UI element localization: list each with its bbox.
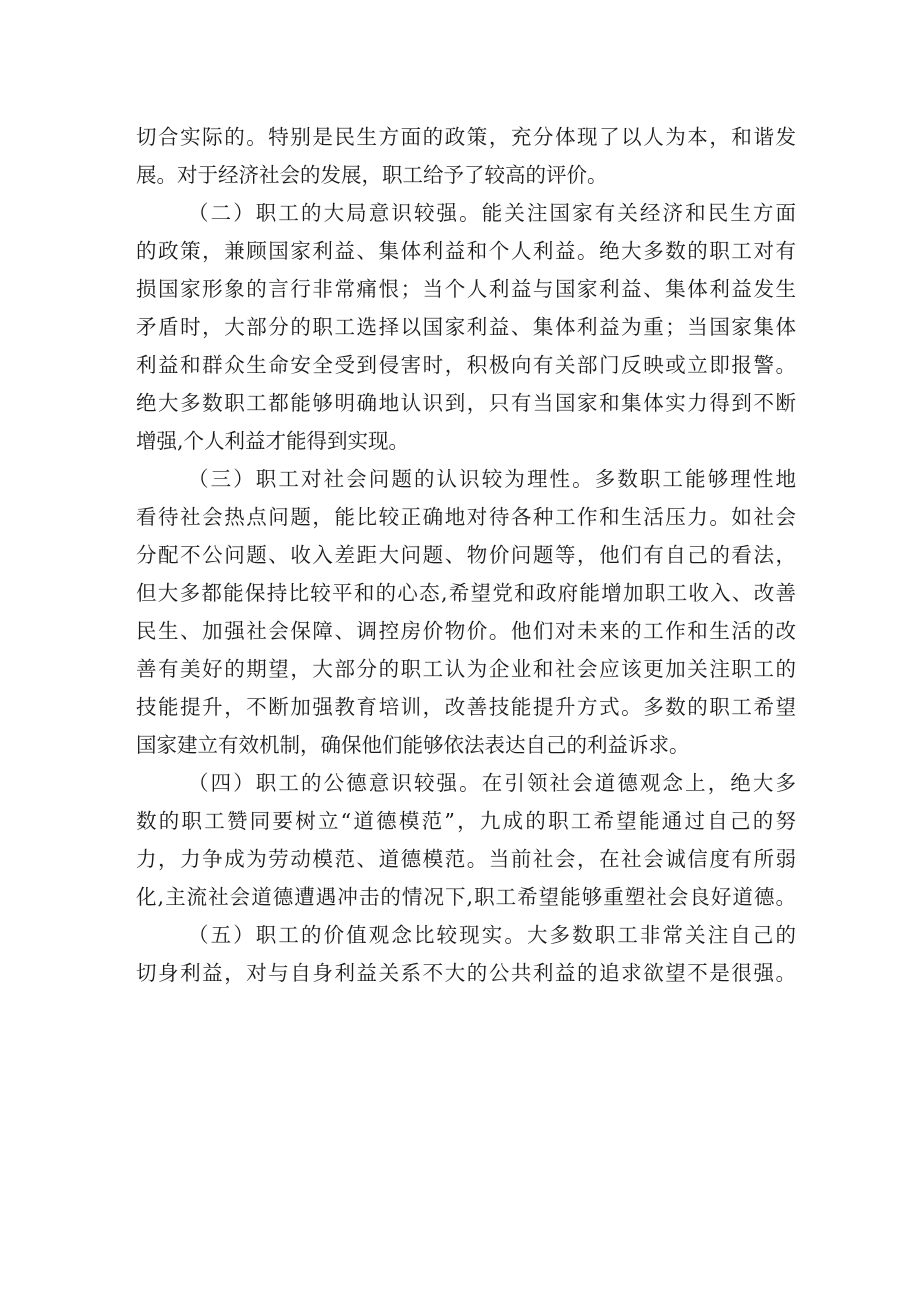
text-line: 数的职工赞同要树立“道德模范”，九成的职工希望能通过自己的努 <box>136 809 796 833</box>
text-line: 展。对于经济社会的发展，职工给予了较高的评价。 <box>136 163 608 187</box>
text-line: 分配不公问题、收入差距大问题、物价问题等，他们有自己的看法， <box>136 543 796 567</box>
text-line: 损国家形象的言行非常痛恨；当个人利益与国家利益、集体利益发生 <box>136 277 796 301</box>
text-line: （二）职工的大局意识较强。能关注国家有关经济和民生方面 <box>188 201 796 225</box>
text-line: 民生、加强社会保障、调控房价物价。他们对未来的工作和生活的改 <box>136 619 796 643</box>
text-line: 切合实际的。特别是民生方面的政策，充分体现了以人为本，和谐发 <box>136 125 796 149</box>
text-line: 的政策，兼顾国家利益、集体利益和个人利益。绝大多数的职工对有 <box>136 239 796 263</box>
text-line: （五）职工的价值观念比较现实。大多数职工非常关注自己的 <box>188 923 796 947</box>
text-line: 增强,个人利益才能得到实现。 <box>136 429 410 453</box>
text-line: 技能提升，不断加强教育培训，改善技能提升方式。多数的职工希望 <box>136 695 796 719</box>
text-line: 矛盾时，大部分的职工选择以国家利益、集体利益为重；当国家集体 <box>136 315 796 339</box>
text-line: 力，力争成为劳动模范、道德模范。当前社会，在社会诚信度有所弱 <box>136 847 796 871</box>
text-line: 善有美好的期望，大部分的职工认为企业和社会应该更加关注职工的 <box>136 657 796 681</box>
text-line: 国家建立有效机制，确保他们能够依法表达自己的利益诉求。 <box>136 733 690 757</box>
text-line: 看待社会热点问题，能比较正确地对待各种工作和生活压力。如社会 <box>136 505 796 529</box>
text-line: （三）职工对社会问题的认识较为理性。多数职工能够理性地 <box>188 467 796 491</box>
text-line: 化,主流社会道德遭遇冲击的情况下,职工希望能够重塑社会良好道德。 <box>136 885 796 909</box>
text-line: 利益和群众生命安全受到侵害时，积极向有关部门反映或立即报警。 <box>136 353 796 377</box>
text-line: 切身利益，对与自身利益关系不大的公共利益的追求欲望不是很强。 <box>136 961 796 985</box>
text-line: 绝大多数职工都能够明确地认识到，只有当国家和集体实力得到不断 <box>136 391 796 415</box>
text-line: （四）职工的公德意识较强。在引领社会道德观念上，绝大多 <box>188 771 796 795</box>
text-line: 但大多都能保持比较平和的心态,希望党和政府能增加职工收入、改善 <box>136 581 796 605</box>
body-text <box>136 118 796 992</box>
